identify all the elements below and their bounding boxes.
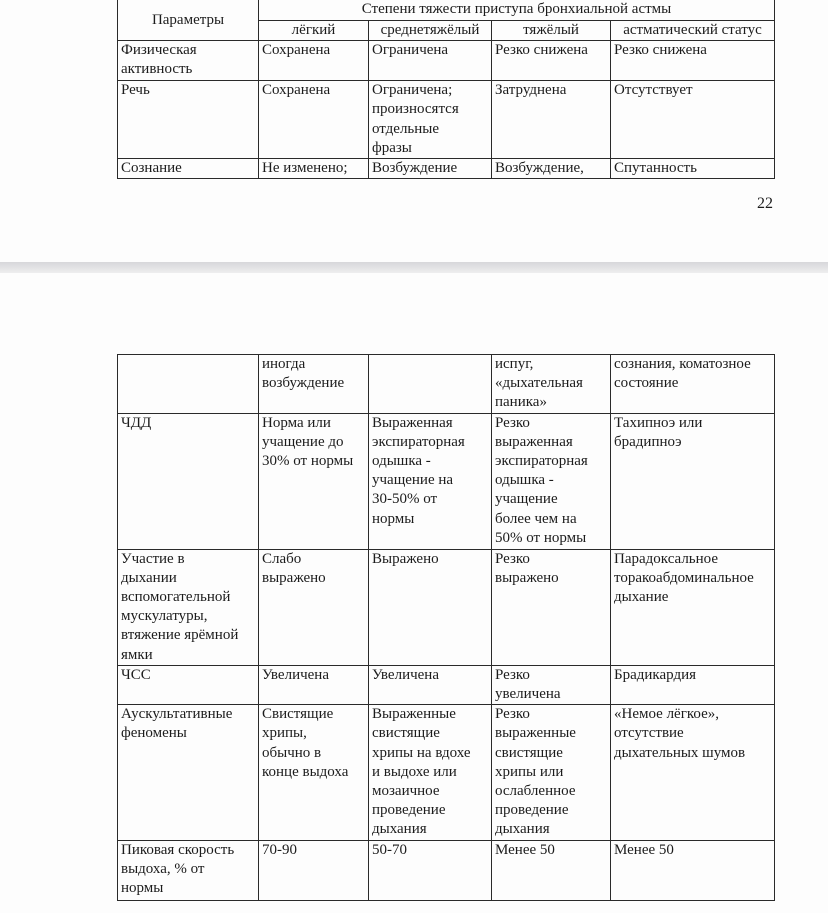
- table-cell: Физическая активность: [118, 41, 259, 81]
- table-cell: ЧДД: [118, 413, 259, 549]
- table-row: [118, 41, 775, 81]
- table-cell: Свистящие хрипы, обычно в конце выдоха: [259, 705, 369, 840]
- table-cell: Выраженная экспираторная одышка - учащение на 30-50% от нормы: [369, 413, 492, 549]
- table-cell: Сохранена: [259, 41, 369, 81]
- table-row: [118, 665, 775, 704]
- table-cell: Увеличена: [259, 665, 369, 704]
- table-cell: 50-70: [369, 840, 492, 900]
- header-status-asthmaticus: астматический статус: [611, 21, 775, 41]
- table-cell: [369, 355, 492, 414]
- asthma-severity-table-bottom: [117, 354, 775, 901]
- table-cell: Резко увеличена: [492, 665, 611, 704]
- table-cell: Менее 50: [611, 840, 775, 900]
- table-row: [118, 355, 775, 414]
- document-page-top: [0, 0, 828, 262]
- table-cell: Слабо выражено: [259, 549, 369, 665]
- table-cell: Парадоксальное торакоабдоминальное дыхание: [611, 549, 775, 665]
- table-cell: Выраженные свистящие хрипы на вдохе и выдохе или мозаичное проведение дыхания: [369, 705, 492, 840]
- header-severe: тяжёлый: [492, 21, 611, 41]
- table-row: [118, 705, 775, 840]
- table-cell: Отсутствует: [611, 81, 775, 159]
- header-moderate: среднетяжёлый: [369, 21, 492, 41]
- table-cell: «Немое лёгкое», отсутствие дыхательных шумов: [611, 705, 775, 840]
- table-cell: Увеличена: [369, 665, 492, 704]
- table-cell: иногда возбуждение: [259, 355, 369, 414]
- header-params: Параметры: [118, 0, 259, 41]
- table-cell: ЧСС: [118, 665, 259, 704]
- table-cell: Аускультативные феномены: [118, 705, 259, 840]
- asthma-severity-table-top: [117, 0, 775, 179]
- table-row: [118, 81, 775, 159]
- table-cell: Возбуждение,: [492, 159, 611, 179]
- table-cell: Сознание: [118, 159, 259, 179]
- table-cell: Участие в дыхании вспомогательной мускулатуры, втяжение ярёмной ямки: [118, 549, 259, 665]
- table-cell: испуг, «дыхательная паника»: [492, 355, 611, 414]
- page-separator: [0, 262, 828, 273]
- table-row: [118, 413, 775, 549]
- table-cell: [118, 355, 259, 414]
- table-cell: Резко выраженные свистящие хрипы или ослабленное проведение дыхания: [492, 705, 611, 840]
- table-cell: Спутанность: [611, 159, 775, 179]
- table-cell: 70-90: [259, 840, 369, 900]
- table-cell: Ограничена; произносятся отдельные фразы: [369, 81, 492, 159]
- table-cell: Резко выраженная экспираторная одышка - учащение более чем на 50% от нормы: [492, 413, 611, 549]
- table-cell: Менее 50: [492, 840, 611, 900]
- table-cell: Возбуждение: [369, 159, 492, 179]
- document-page-bottom: [0, 273, 828, 913]
- table-cell: Норма или учащение до 30% от нормы: [259, 413, 369, 549]
- header-severity-group: Степени тяжести приступа бронхиальной астмы: [259, 0, 775, 21]
- table-cell: Не изменено;: [259, 159, 369, 179]
- table-header-row: [118, 0, 775, 21]
- table-cell: Затруднена: [492, 81, 611, 159]
- table-row: [118, 159, 775, 179]
- table-cell: Выражено: [369, 549, 492, 665]
- table-row: [118, 549, 775, 665]
- table-cell: Речь: [118, 81, 259, 159]
- page-number: 22: [757, 195, 773, 212]
- header-mild: лёгкий: [259, 21, 369, 41]
- table-cell: Брадикардия: [611, 665, 775, 704]
- table-cell: сознания, коматозное состояние: [611, 355, 775, 414]
- table-cell: Пиковая скорость выдоха, % от нормы: [118, 840, 259, 900]
- table-cell: Резко выражено: [492, 549, 611, 665]
- table-cell: Сохранена: [259, 81, 369, 159]
- table-cell: Резко снижена: [611, 41, 775, 81]
- table-cell: Резко снижена: [492, 41, 611, 81]
- table-row: [118, 840, 775, 900]
- table-cell: Тахипноэ или брадипноэ: [611, 413, 775, 549]
- table-cell: Ограничена: [369, 41, 492, 81]
